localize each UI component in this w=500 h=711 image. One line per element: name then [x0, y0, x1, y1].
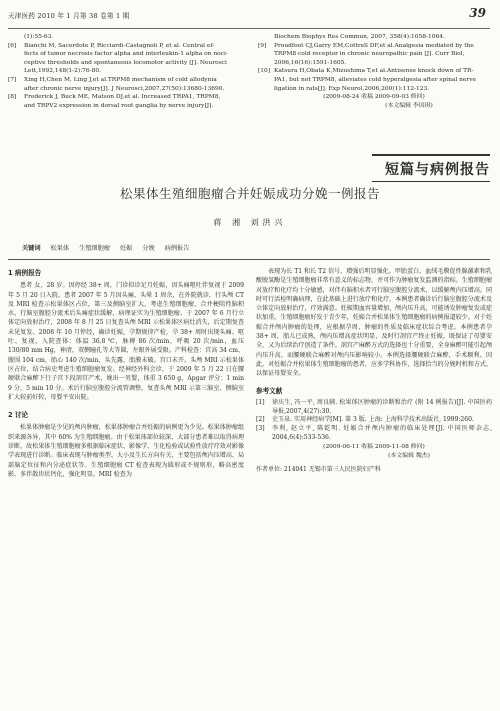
author-affiliation: 作者单位: 214041 无锡市第三人民医院妇产科: [256, 465, 381, 473]
article-authors: 蒋 湘 刘洪兴: [213, 218, 287, 227]
reference-line: [9] Proudfoot CJ,Garry EM,Cottrell DF,et al.Analgesia mediated by the: [258, 42, 474, 49]
reference-line: TRPM8 cold receptor in chronic neuropathic pain [J]. Curr Biol,: [274, 51, 465, 58]
continued-references-left: [8, 33, 246, 110]
reference-item: [3] 李利, 赵立平, 陈乾明. 妊娠合并颅内肿瘤的临床处理[J]. 中国医师杂志, 2004,6(4):533-536.: [256, 425, 492, 442]
body-column-right: [256, 267, 492, 474]
editor-note: (本文编辑 李国琪): [385, 102, 433, 109]
reference-line: [8] Frederick J, Buck ME, Matson DJ,et al. Increased TRPA1, TRPM8,: [8, 94, 221, 101]
reference-line: after chronic nerve injury[J]. J Neurosci,2007,27(50):13680-13690.: [24, 85, 225, 92]
journal-line: 天津医药 2010 年 1 月第 38 卷第 1 期: [8, 12, 130, 20]
reference-line: [6] Bianchi M, Sacerdote P, Ricciardi-Castagnoli P, et al. Central ef-: [8, 42, 215, 49]
keyword: 病例报告: [164, 245, 190, 252]
keyword: 生殖细胞瘤: [79, 245, 110, 252]
reference-line: [10] Katsura H,Obata K,Mizushima T,et al.Antisense knock down of TR-: [258, 68, 474, 75]
body-column-left: [8, 267, 244, 479]
keyword: 松果体: [50, 245, 70, 252]
reference-line: PA1, but not TRPM8, alleviates cold hyperalgesia after spinal nerve: [274, 76, 477, 83]
case-report-paragraph: 患者 女，28 岁。因停经 38+ 周，门诊拟诊足月妊娠，因头痛呕吐伴复视于 2009 年 5 月 20 日入院。患者 2007 年 5 月因头痛、头晕 1 周余，在外院就诊，行头颅 CT 及 MRI 检查示松果体区占位，第三及侧脑室扩大，考虑生殖细胞瘤，合并梗阻性脑积水，行脑室腹腔分流术后头痛症状缓解，病理证实为生殖细胞瘤。于 2007 年 6 月行立体定向放射治疗，2008 年 8 月 25 日复查头颅 MRI 示松果体区病灶消失，后定期复查未见复发。2008 年 10 月停经，确诊妊娠，孕期规律产检，孕 38+ 周时出现头痛、呕吐、复视，入院查体：体温 36.8 ℃，脉搏 86 次/min，呼吸 20 次/min，血压 130/80 mm Hg，神清，双侧瞳孔等大等圆，左眼外展受限。产科检查：宫高 34 cm，腹围 104 cm，胎心 140 次/min，头先露，胎膜未破。宫口未开。头颅 MRI 示松果体区占位，结合病史考虑生殖细胞瘤复发。经神经外科会诊，于 2009 年 5 月 22 日在腰硬联合麻醉下行子宫下段剖宫产术，娩出一男婴，体重 3 650 g，Apgar 评分：1 min 9 分，5 min 10 分。术后行脑室腹腔分流管调整，复查头颅 MRI 示第三脑室、侧脑室扩大较前好转，母婴平安出院。: [8, 282, 244, 401]
reference-line: and TRPV2 expression in dorsal root ganglia by nerve injury[J].: [24, 102, 214, 109]
keyword: 分娩: [142, 245, 155, 252]
references-heading: 参考文献: [256, 386, 283, 395]
discussion-paragraph-continued: 表现为长 T1 和长 T2 信号，增强后明显强化。甲胎蛋白、血绒毛膜促性腺激素和乳酸脱氢酶是生殖细胞瘤非常有意义的标志物，并可作为肿瘤复发监测的指标。生殖细胞瘤对放疗和化疗均十分敏感，对伴有脑积水者可行脑室腹腔分流术，以缓解颅内压增高，同时可行活检明确病理，在此基础上进行放疗和化疗。本例患者确诊后行脑室腹腔分流术及立体定向放射治疗，疗效满意。妊娠期血容量增加，颅内压升高，可能诱发肿瘤复发或症状加重。生殖细胞瘤好发于青少年，妊娠合并松果体生殖细胞瘤的病例报道较少。对于妊娠合并颅内肿瘤的处理，应根据孕周、肿瘤的性质及临床症状综合考虑。本例患者孕 38+ 周，胎儿已成熟，颅内压增高症状明显，及时行剖宫产终止妊娠，既保证了母婴安全，又为后续治疗创造了条件。剖宫产麻醉方式的选择也十分重要，全身麻醉可能引起颅内压升高，而腰硬联合麻醉对颅内压影响较小。本例选择腰硬联合麻醉，手术顺利。因此，对妊娠合并松果体生殖细胞瘤的患者，应多学科协作，选择恰当的分娩时机和方式，以保证母婴安全。: [256, 268, 492, 378]
running-header: [8, 6, 490, 29]
keywords-line: [22, 243, 478, 252]
keywords-divider: [8, 259, 490, 260]
reference-item: [1] 徐庆生, 冯一平, 周良辅. 松果体区肿瘤的诊断和治疗 (附 14 例报告)[J]. 中国医药导报,2007,4(27):30.: [256, 398, 492, 415]
reference-line: Biochem Biophys Res Commun, 2007, 358(4):1058-1064.: [274, 34, 445, 40]
reference-item: [2] 史玉泉. 实用神经病学[M]. 第 3 版. 上海: 上海科学技术出版社, 1999:260.: [256, 416, 474, 424]
reference-line: ceptive thresholds and spontaneous locomotor activity [J]. Neurosci: [24, 59, 227, 66]
editor-note: (本文编辑 魏杰): [388, 452, 430, 459]
reference-line: ligation in rats[J]. Exp Neurol,2006,200(1):112-123.: [274, 85, 430, 92]
reference-line: (1):55-63.: [24, 34, 54, 40]
page-number: 39: [469, 6, 486, 20]
section-tag: 短篇与病例报告: [372, 154, 490, 182]
article-title: 松果体生殖细胞瘤合并妊娠成功分娩一例报告: [119, 186, 380, 201]
keyword: 妊娠: [119, 245, 133, 252]
reference-line: fects of tumor necrosis factor alpha and interleukin-1 alpha on noci-: [24, 51, 228, 58]
section-heading-discussion: 2 讨论: [8, 411, 29, 420]
keywords-label: 关键词: [22, 245, 41, 252]
continued-references-right: [258, 33, 490, 110]
receipt-note: (2009-06-11 收稿 2009-11-08 修回): [323, 443, 425, 450]
section-heading-case-report: 1 病例报告: [8, 269, 42, 277]
receipt-note: (2009-08-24 收稿 2009-09-03 修回): [323, 94, 425, 101]
reference-line: Lett,1992,148(1-2):76-80.: [24, 68, 102, 75]
reference-line: 2006,16(16):1591-1605.: [274, 59, 347, 66]
reference-line: [7] Xing H,Chen M, Ling J,et al.TRPM8 mechanism of cold allodynia: [8, 76, 217, 83]
discussion-paragraph: 松果体肿瘤是少见的颅内肿瘤，松果体肿瘤合并妊娠的病例更为少见。松果体肿瘤组织来源各异，其中 60% 为生殖细胞瘤。由于松果体部位较深，大部分患者难以取得病理诊断，故松果体生殖细胞瘤多根据临床症状、影像学、生化检验或试验性放疗疗效对影像学表现进行诊断。临床表现与肿瘤类型、大小及生长方向有关，主要包括颅内压增高、局部脑定位征和内分泌症状等。生殖细胞瘤 CT 检查表现为圆形或不规则形，略高密度影，多伴散块状钙化，强化明显。MRI 检查为: [8, 424, 244, 478]
